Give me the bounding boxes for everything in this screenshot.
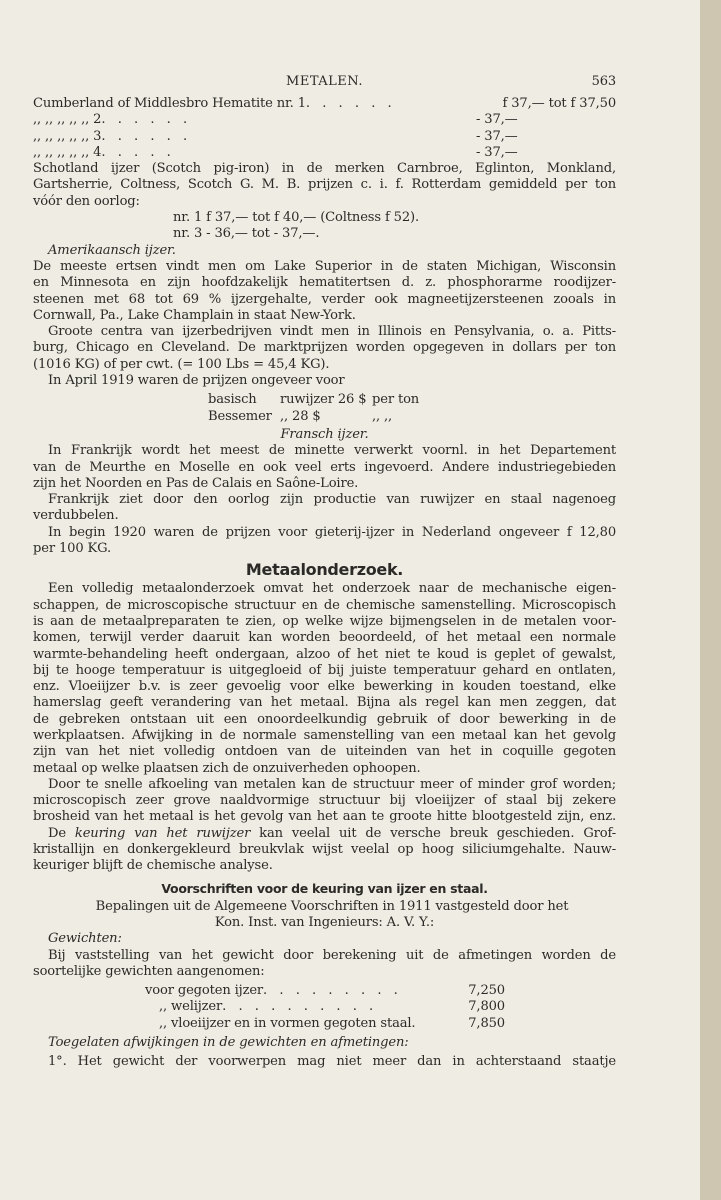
- keuring-emphasis: keuring van het ruwijzer: [74, 825, 251, 841]
- keuring-line: De keuring van het ruwijzer kan veelal uit de versche breuk geschieden. Grof-: [48, 825, 616, 841]
- section-heading-french: Fransch ijzer.: [280, 426, 369, 442]
- us-price-row: basisch ruwijzer 26 $ per ton: [208, 392, 420, 408]
- gewichten-paragraph: Bij vaststelling van het gewicht door berekening uit de afmetingen worden de soortelijke gewichten aangenomen:: [33, 947, 616, 979]
- price-row: ,, ,, ,, ,, ,, 2 . . . . . . - 37,—: [33, 112, 518, 128]
- american-paragraph-2: Groote centra van ijzerbedrijven vindt men in Illinois en Pensylvania, o. a. Pitts- burg, Chicago en Cleveland. De marktprijzen worden opgegeven in dollars per ton (1016 KG) of per cwt. (= 100 Lbs = 45,4 KG).: [33, 324, 616, 372]
- price-row: Cumberland of Middlesbro Hematite nr. 1 . . . . . . f 37,— tot f 37,50: [33, 96, 616, 111]
- onderzoek-paragraph-2: Door te snelle afkoeling van metalen kan de structuur meer of minder grof worden; microscopisch zeer grove naaldvormige structuur bij vloeiijzer of staal bij zekere brosheid van het metaal is het gevolg van het aan te groote hitte blootgesteld zijn, enz.: [33, 776, 616, 825]
- weights-list: [33, 983, 616, 1032]
- running-header: [33, 74, 616, 96]
- onderzoek-paragraph-3: De keuring van het ruwijzer kan veelal uit de versche breuk geschieden. Grof- kristallijn en donkergekleurd breukvlak wijst veelal op hoog siliciumgehalte. Nauw- keuriger blijft de chemische analyse.: [33, 825, 616, 874]
- april-line: In April 1919 waren de prijzen ongeveer voor: [48, 373, 345, 389]
- page-text: [33, 74, 616, 1071]
- french-paragraph-3: In begin 1920 waren de prijzen voor gieterij-ijzer in Nederland ongeveer f 12,80 per 100 KG.: [33, 524, 616, 557]
- scotland-price: nr. 3 - 36,— tot - 37,—.: [173, 226, 320, 242]
- page-number: 563: [591, 74, 616, 89]
- weight-row: ,, welijzer . . . . . . . . . . 7,800: [159, 999, 505, 1015]
- price-row: ,, ,, ,, ,, ,, 4 . . . . . - 37,—: [33, 144, 518, 160]
- toegelaten-heading: Toegelaten afwijkingen in de gewichten en afmetingen:: [48, 1035, 409, 1051]
- scotland-price: nr. 1 f 37,— tot f 40,— (Coltness f 52).: [173, 210, 419, 226]
- onderzoek-paragraph-1: Een volledig metaalonderzoek omvat het onderzoek naar de mechanische eigen- schappen, de microscopische structuur en de chemische samenstelling. Microscopisch is aan de metaalpreparaten te zien, op welke wijze bijmengselen in de metalen voor- komen, terwijl verder daaruit kan worden beoordeeld, of het metaal een normale warmte-behandeling heeft ondergaan, alzoo of het niet te koud is geplet of gewalst, bij te hooge temperatuur is uitgegloeid of bij juiste temperatuur gehard en ontlaten, enz. Vloeiijzer b.v. is zeer gevoelig voor elke bewerking in kouden toestand, elke hamerslag geeft verandering van het metaal. Bijna als regel kan men zeggen, dat de gebreken ontstaan uit een onoordeelkundig gebruik of door bewerking in de werkplaatsen. Afwijking in de normale samenstelling van een metaal kan het gevolg zijn van het niet volledig ontdoen van de uiteinden van het in coquille gegoten metaal op welke plaatsen zich de onzuiverheden ophoopen.: [33, 581, 616, 776]
- us-price-row: Bessemer ,, 28 $ ,, ,,: [208, 408, 393, 424]
- french-paragraph-1: In Frankrijk wordt het meest de minette verwerkt voornl. in het Departement van de Meurthe en Moselle en ook veel erts ingevoerd. Andere industriegebieden zijn het Noorden en Pas de Calais en Saône-Loire.: [33, 443, 616, 491]
- french-paragraph-2: Frankrijk ziet door den oorlog zijn productie van ruwijzer en staal nagenoeg verdubbelen.: [33, 492, 616, 524]
- scotland-paragraph: Schotland ijzer (Scotch pig-iron) in de merken Carnbroe, Eglinton, Monkland, Gartsherrie, Coltness, Scotch G. M. B. prijzen c. i. f. Rotterdam gemiddeld per ton vóór den oorlog:: [33, 161, 616, 209]
- page-edge: [700, 0, 721, 1200]
- last-line: 1°. Het gewicht der voorwerpen mag niet meer dan in achterstaand staatje: [48, 1054, 616, 1070]
- section-title-metaalonderzoek: Metaalonderzoek.: [245, 560, 404, 580]
- us-price-table: [33, 392, 616, 425]
- bepalingen-line: Bepalingen uit de Algemeene Voorschriften in 1911 vastgesteld door het: [95, 898, 569, 914]
- bepalingen-line: Kon. Inst. van Ingenieurs: A. V. Y.:: [214, 914, 435, 930]
- price-row: ,, ,, ,, ,, ,, 3 . . . . . . - 37,—: [33, 128, 518, 144]
- hematite-price-list: [33, 96, 616, 161]
- running-title: METALEN.: [286, 74, 363, 89]
- weight-row: ,, vloeiijzer en in vormen gegoten staal . 7,850: [159, 1015, 505, 1031]
- section-heading-american: Amerikaansch ijzer.: [48, 242, 176, 258]
- gewichten-heading: Gewichten:: [48, 931, 122, 947]
- american-paragraph-1: De meeste ertsen vindt men om Lake Superior in de staten Michigan, Wisconsin en Minnesota en zijn hoofdzakelijk hematitertsen d. z. phosphorarme roodijzer- steenen met 68 tot 69 % ijzergehalte, verder ook magneetijzersteenen zooals in Cornwall, Pa., Lake Champlain in staat New-York.: [33, 258, 616, 323]
- subsection-title-voorschriften: Voorschriften voor de keuring van ijzer en staal.: [161, 880, 488, 896]
- weight-row: voor gegoten ijzer . . . . . . . . . 7,250: [145, 983, 505, 999]
